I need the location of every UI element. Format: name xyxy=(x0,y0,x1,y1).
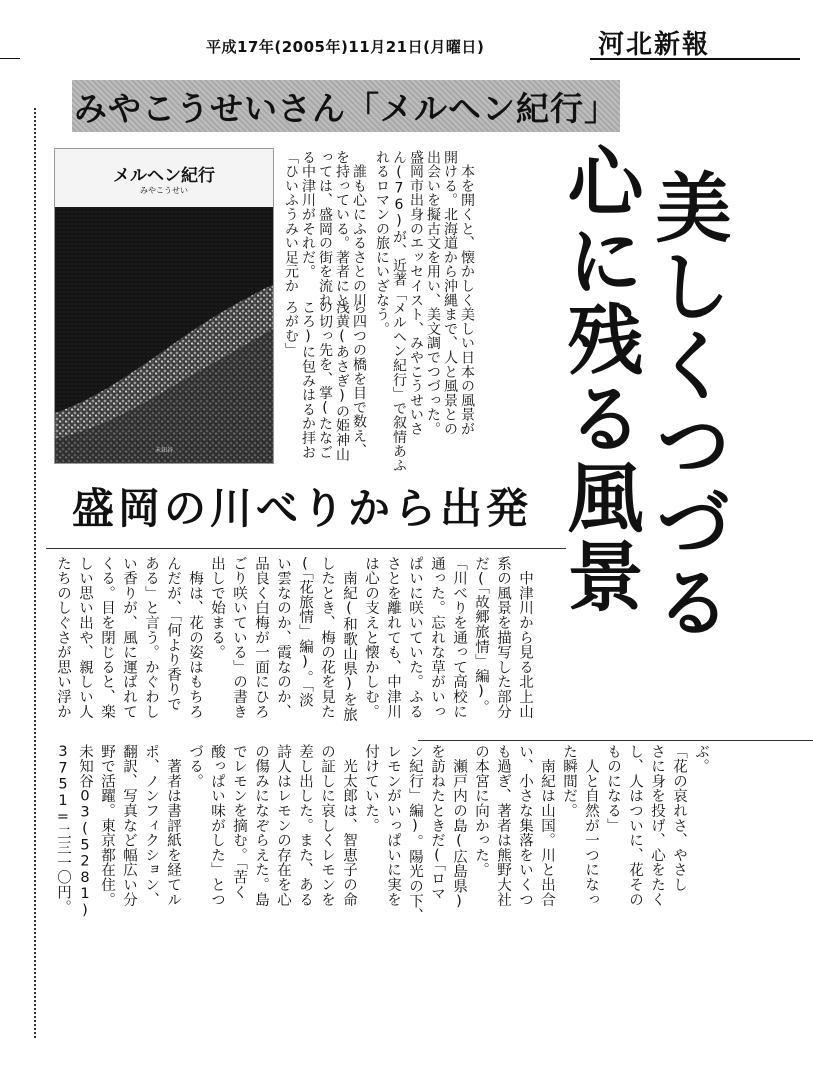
body-col: 3751=二三一〇円。 xyxy=(55,744,71,915)
body-col: だ(「故郷旅情」編)。 xyxy=(473,556,489,715)
body-text-lower xyxy=(52,744,712,1044)
header-date: 平成17年(2005年)11月21日(月曜日) xyxy=(206,38,485,56)
intro-col: ろがむ」 xyxy=(283,300,299,358)
lead-col: 盛岡市出身のエッセイスト、みやこうせいさ xyxy=(408,150,424,436)
cover-publisher: 未知谷 xyxy=(154,447,173,454)
body-col: ン紀行」編)。陽光の下、 xyxy=(407,744,423,924)
body-col: い雲なのか、霞なのか、 xyxy=(275,556,291,719)
body-col: 人と自然が一つになっ xyxy=(583,744,599,907)
body-col: レモンがいっぱいに実を xyxy=(385,744,401,907)
lead-col: ん(76)が、近著「メルヘン紀行」で叙情あふ xyxy=(391,150,407,473)
body-col: た瞬間だ。 xyxy=(561,744,577,818)
body-col: し、人はついに、花その xyxy=(627,744,643,907)
intro-col: っては、盛岡の街を流れ xyxy=(317,150,333,308)
body-col: 詩人はレモンの存在を心 xyxy=(275,744,291,907)
body-col: (「花旅情」編)。「淡 xyxy=(297,556,313,708)
body-col: 梅は、花の姿はもちろ xyxy=(187,556,203,719)
body-col: さに身を投げ、心をたく xyxy=(649,744,665,907)
body-col: 中津川から見る北上山 xyxy=(517,556,533,719)
column-rule xyxy=(418,740,813,741)
newspaper-name: 河北新報 xyxy=(598,30,711,60)
binding-margin-mark xyxy=(34,108,41,1038)
body-col: を訪ねたときだ(「ロマ xyxy=(429,744,445,902)
body-col: 付けていた。 xyxy=(363,744,379,833)
body-col: くる。目を閉じると、楽 xyxy=(99,556,115,719)
cover-landscape-image xyxy=(55,207,273,463)
header-rule xyxy=(590,58,800,60)
body-col: 光太郎は、智恵子の命 xyxy=(341,744,357,907)
body-col: たちのしぐさが思い浮か xyxy=(55,556,71,719)
body-intro-columns-b xyxy=(282,300,367,461)
body-col: ごり咲いている」の書き xyxy=(231,556,247,719)
cover-title: メルヘン紀行 xyxy=(113,166,215,186)
body-intro-columns xyxy=(282,150,367,325)
lead-col: 本を開くと、懐かしく美しい日本の風景が xyxy=(459,150,475,436)
intro-col: を持っている。著者にと xyxy=(334,150,350,308)
body-col: ポ、ノンフィクション、 xyxy=(143,744,159,907)
body-col: 著者は書評紙を経てル xyxy=(165,744,181,907)
lead-paragraph xyxy=(373,150,475,473)
book-cover-photo xyxy=(54,148,274,464)
intro-col: る中津川がそれだ。 xyxy=(300,150,316,279)
subhead-rule xyxy=(46,548,566,549)
body-col: したとき、梅の花を見た xyxy=(319,556,335,719)
body-col: 「花の哀れさ、やさし xyxy=(671,744,687,892)
body-col: 野で活躍。東京都在住。 xyxy=(99,744,115,907)
intro-col: ころ)に包みはるか拝お xyxy=(300,300,316,460)
body-col: 差し出した。また、ある xyxy=(297,744,313,907)
intro-col: 浅黄(あさぎ)の姫神山 xyxy=(334,300,350,462)
series-banner xyxy=(72,80,620,132)
body-col: 「川べりを通って高校に xyxy=(451,556,467,719)
body-col: 南紀(和歌山県)を旅 xyxy=(341,556,357,722)
body-col: 南紀は山国。川と出合 xyxy=(539,744,555,907)
lead-col: れるロマンの旅にいざなう。 xyxy=(374,150,390,336)
headline-line-1: 心に残る風景 xyxy=(555,142,644,616)
body-col: の傷みになぞらえた。島 xyxy=(253,744,269,907)
body-col: い、小さな集落をいくつ xyxy=(517,744,533,907)
headline-line-2: 美しくつづる xyxy=(643,168,732,642)
series-title: みやこうせいさん「メルヘン紀行」 xyxy=(74,88,618,128)
intro-col: 誰も心にふるさとの川 xyxy=(351,150,367,308)
body-col: は心の支えと懐かしむ。 xyxy=(363,556,379,719)
intro-col: ら四つの橋を目で数え、 xyxy=(351,300,367,458)
body-col: 酸っぱい味がした」とつ xyxy=(209,744,225,907)
body-col: ものになる」 xyxy=(605,744,621,833)
body-col: 未知谷03(5281) xyxy=(77,744,93,919)
body-col: ある」と言う。かぐわし xyxy=(143,556,159,719)
body-col: ぱいに咲いていた。ふる xyxy=(407,556,423,719)
body-col: の証しに哀しくレモンを xyxy=(319,744,335,907)
body-col: の本宮に向かった。 xyxy=(473,744,489,878)
body-col: 翻訳、写真など幅広い分 xyxy=(121,744,137,907)
lead-col: 開ける。北海道から沖縄まで、人と風景との xyxy=(442,150,458,436)
body-col: 瀬戸内の島(広島県) xyxy=(451,744,467,910)
lead-col: 出会いを擬古文を用い、美文調でつづった。 xyxy=(425,150,441,436)
body-col: ぶ。 xyxy=(693,744,709,774)
intro-col: の切っ先を、掌(たなご xyxy=(317,300,333,460)
header-rule-left xyxy=(0,58,20,59)
subheadline: 盛岡の川べりから出発 xyxy=(72,484,533,533)
body-col: んだが、「何より香りで xyxy=(165,556,181,712)
cover-author: みやこうせい xyxy=(140,186,188,195)
intro-col: 「ひいふうみい足元か xyxy=(283,150,299,293)
body-col: さとを離れても、中津川 xyxy=(385,556,401,719)
body-col: しい思い出や、親しい人 xyxy=(77,556,93,719)
body-text-upper xyxy=(52,556,536,736)
body-col: でレモンを摘む。「苦く xyxy=(231,744,247,900)
body-col: い香りが、風に運ばれて xyxy=(121,556,137,719)
body-col: 系の風景を描写した部分 xyxy=(495,556,511,719)
body-col: も過ぎ、著者は熊野大社 xyxy=(495,744,511,907)
body-col: づる。 xyxy=(187,744,203,789)
body-col: 品良く白梅が一面にひろ xyxy=(253,556,269,719)
body-col: 出しで始まる。 xyxy=(209,556,225,660)
body-col: 通った。忘れな草がいっ xyxy=(429,556,445,719)
